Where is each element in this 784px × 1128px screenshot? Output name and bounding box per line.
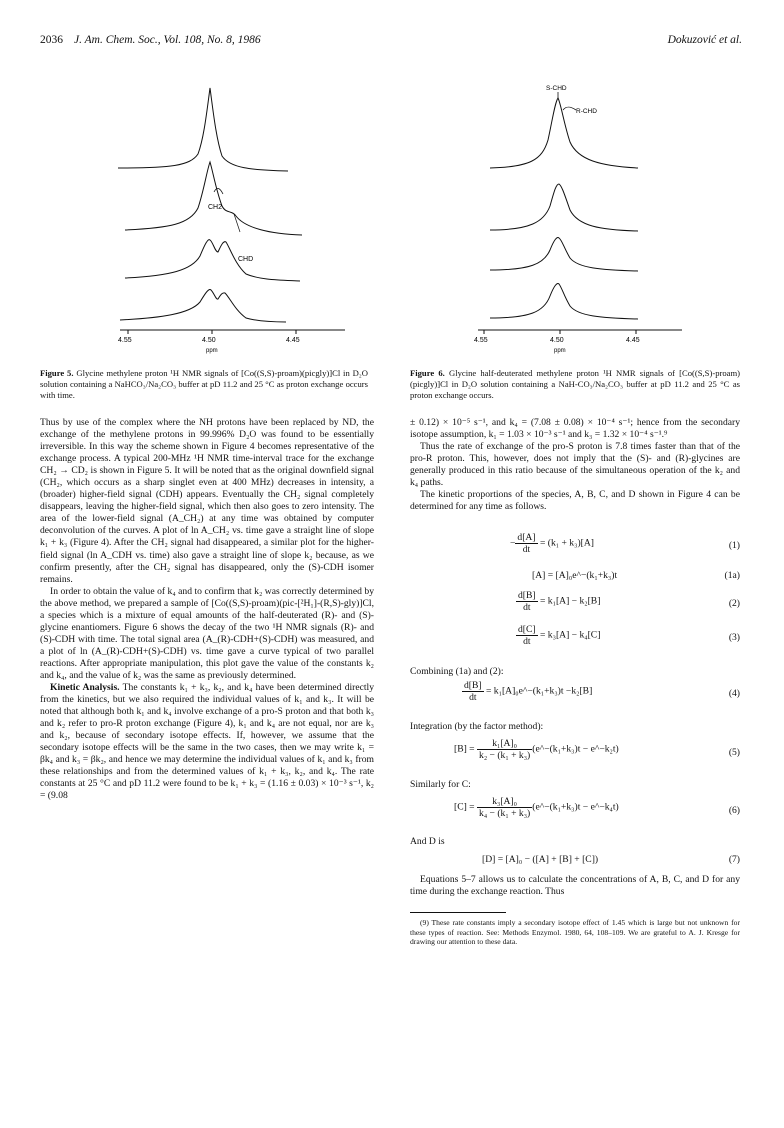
figure-5-caption bbox=[40, 368, 368, 402]
fig5-caption-label: Figure 5. bbox=[40, 368, 74, 378]
equation-7: [D] = [A]₀ − ([A] + [B] + [C]) (7) bbox=[482, 854, 740, 865]
fig5-trace-2 bbox=[125, 162, 302, 235]
figure-5-spectra bbox=[110, 80, 360, 360]
right-column-top bbox=[410, 417, 740, 513]
equation-2: $\frac{d[B]}{dt}$ = k₁[A] − k₂[B] (2) bbox=[518, 590, 740, 613]
fig6-label-r-chd: R-CHD bbox=[576, 108, 597, 115]
fig6-trace-2 bbox=[490, 184, 638, 231]
fig6-caption-label: Figure 6. bbox=[410, 368, 445, 378]
figure-6-caption bbox=[410, 368, 740, 402]
left-paragraph-1: Thus by use of the complex where the NH protons have been replaced by ND, the exchange of the methylene protons in 99.996% D₂O was found to be essentially irreversible. In this way the scheme shown in Figure 4 becomes representative of the exchange process. A typical 200-MHz ¹H NMR time-interval trace for the exchange CH₂ → CD₂ is shown in Figure 5. It will be noted that as the original downfield signal (CH₂, which occurs as a sharp singlet even at 400 MHz) decreases in intensity, a (broader) higher-field signal (CDH) appears. Eventually the CH₂ signal completely disappears, leaving the higher-field signal, which then also goes to zero intensity. The area of the lower-field signal (A_CH₂) at any time was obtained by computer deconvolution of the curves. A plot of ln A_CH₂ vs. time gave a straight line of slope k₁ + k₃ (Figure 4). After the CH₂ signal had disappeared, a similar plot for the higher-field signal (ln A_CDH vs. time) also gave a straight line of slope k₂ because, as we confirm presently, after the CH₂ signal has disappeared, only the (S)-CDH isomer remains. bbox=[40, 417, 374, 585]
fig5-trace-4 bbox=[120, 290, 286, 323]
fig6-caption-text: Glycine half-deuterated methylene proton ¹H NMR signals of [Co((S,S)-proam)(picgly)]Cl in D₂O solution containing a NaH-CO₃/Na₂CO₃ buffer at pD 11.2 and 25 °C as proton exchange occurs. bbox=[410, 368, 741, 401]
similarly-text: Similarly for C: bbox=[410, 779, 471, 790]
fig5-tick-3: 4.45 bbox=[286, 337, 300, 344]
fig6-tick-2: 4.50 bbox=[550, 337, 564, 344]
fig5-trace-3 bbox=[125, 240, 300, 281]
fig6-axis-unit: ppm bbox=[554, 348, 566, 354]
equation-1a: [A] = [A]₀e^−(k₁+k₃)t (1a) bbox=[532, 570, 740, 581]
fig6-tick-1: 4.55 bbox=[474, 337, 488, 344]
footnote-9: (9) These rate constants imply a secondary isotope effect of 1.45 which is large but not unknown for these types of reaction. See: Methods Enzymol. 1980, 64, 108–109. We are grateful to A. J. Kresge for drawing our attention to these data. bbox=[410, 918, 740, 947]
right-column-bottom bbox=[410, 874, 740, 898]
fig5-label-ch2: CH2 bbox=[208, 204, 223, 211]
left-paragraph-2: In order to obtain the value of k₄ and to confirm that k₂ was correctly determined by the above method, we prepared a sample of [Co((S,S)-proam)(pic-[²H₁]-(R,S)-gly)]Cl, a species which is a mixture of equal amounts of the half-deuterated (R)- and (S)-glycine enantiomers. Figure 6 shows the decay of the two ¹H NMR signals (R)- and (S)-CDH with time. The total signal area (A_(R)-CDH+(S)-CDH) was measured, and a plot of ln (A_(R)-CDH+(S)-CDH) vs. time gave a curve typical of two parallel reactions. After appropriate manipulation, this plot gave the value of the constants k₂ and k₄, and the value of k₂ was the same as previously determined. bbox=[40, 585, 374, 681]
integration-text: Integration (by the factor method): bbox=[410, 721, 544, 732]
right-paragraph-2: Thus the rate of exchange of the pro-S proton is 7.8 times faster than that of the pro-R proton. This, however, does not imply that the (S)- and (R)-glycines are generally produced in this ratio because of the simultaneous operation of the k₂ and k₄ paths. bbox=[410, 441, 740, 489]
equation-5: [B] = $\frac{\text{k₁[A]₀}}{\text{k₂ − (k₁ + k₃)}}$ (e^−(k₁+k₃)t − e^−k₂t) (5) bbox=[454, 738, 740, 761]
equation-3: $\frac{d[C]}{dt}$ = k₃[A] − k₄[C] (3) bbox=[518, 624, 740, 647]
fig5-label-chd: CHD bbox=[238, 256, 254, 263]
fig5-tick-1: 4.55 bbox=[118, 337, 132, 344]
equation-6: [C] = $\frac{\text{k₃[A]₀}}{\text{k₄ − (k₁ + k₃)}}$ (e^−(k₁+k₃)t − e^−k₄t) (6) bbox=[454, 796, 740, 819]
right-paragraph-1: ± 0.12) × 10⁻⁵ s⁻¹, and k₄ = (7.08 ± 0.08) × 10⁻⁴ s⁻¹; hence from the secondary isotope assumption, k₁ = 1.03 × 10⁻³ s⁻¹ and k₃ = 1.32 × 10⁻⁴ s⁻¹.⁹ bbox=[410, 417, 740, 441]
fig5-tick-2: 4.50 bbox=[202, 337, 216, 344]
fig6-trace-3 bbox=[490, 238, 638, 272]
fig5-caption-text: Glycine methylene proton ¹H NMR signals of [Co((S,S)-proam)(picgly)]Cl in D₂O solution containing a NaHCO₃/Na₂CO₃ buffer at pD 11.2 and 25 °C as proton exchange occurs with time. bbox=[40, 368, 369, 401]
figure-6-spectra bbox=[460, 80, 710, 360]
fig5-trace-1 bbox=[118, 88, 288, 171]
right-paragraph-3: The kinetic proportions of the species, A, B, C, and D shown in Figure 4 can be determined for any time as follows. bbox=[410, 489, 740, 513]
running-authors: Dokuzović et al. bbox=[667, 34, 742, 46]
fig6-label-s-chd: S-CHD bbox=[546, 85, 567, 92]
equation-1: − $\frac{d[A]}{dt}$ = (k₁ + k₃)[A] (1) bbox=[510, 532, 740, 555]
fig6-trace-4 bbox=[490, 284, 638, 320]
footnote-rule bbox=[410, 912, 506, 913]
page-number: 2036 bbox=[40, 34, 63, 46]
kinetic-analysis-heading: Kinetic Analysis. bbox=[50, 682, 120, 694]
left-paragraph-3: The constants k₁ + k₃, k₂, and k₄ have been determined directly from the kinetics, but we also required the individual values of k₁ and k₃. It will be noted that although both k₁ and k₄ involve exchange of a pro-S proton and that both k₃ and k₂ refer to pro-R proton exchange (Figure 4), k₁ and k₄ are not equal, nor are k₃ and k₂, because of secondary isotope effects. If, however, we assume that the secondary isotope effects will be the same in the two cases, then we may write k₁ = βk₄ and k₃ = βk₂, and hence we may determine the individual values of k₁ and k₃ from these relationships and from the determined values of k₁ + k₃, k₂, and k₄. The rate constants at 25 °C and pD 11.2 were found to be k₁ + k₃ = (1.16 ± 0.03) × 10⁻³ s⁻¹, k₂ = (9.08 bbox=[40, 682, 375, 802]
equation-4: $\frac{d[B]}{dt}$ = k₁[A]₀e^−(k₁+k₃)t −k₂[B] (4) bbox=[464, 680, 740, 703]
right-paragraph-4: Equations 5–7 allows us to calculate the concentrations of A, B, C, and D for any time during the exchange reaction. Thus bbox=[410, 874, 740, 898]
combining-text: Combining (1a) and (2): bbox=[410, 666, 504, 677]
left-column bbox=[40, 417, 374, 803]
fig5-axis-unit: ppm bbox=[206, 348, 218, 354]
and-d-text: And D is bbox=[410, 836, 445, 847]
fig6-tick-3: 4.45 bbox=[626, 337, 640, 344]
journal-citation: J. Am. Chem. Soc., Vol. 108, No. 8, 1986 bbox=[74, 34, 261, 46]
